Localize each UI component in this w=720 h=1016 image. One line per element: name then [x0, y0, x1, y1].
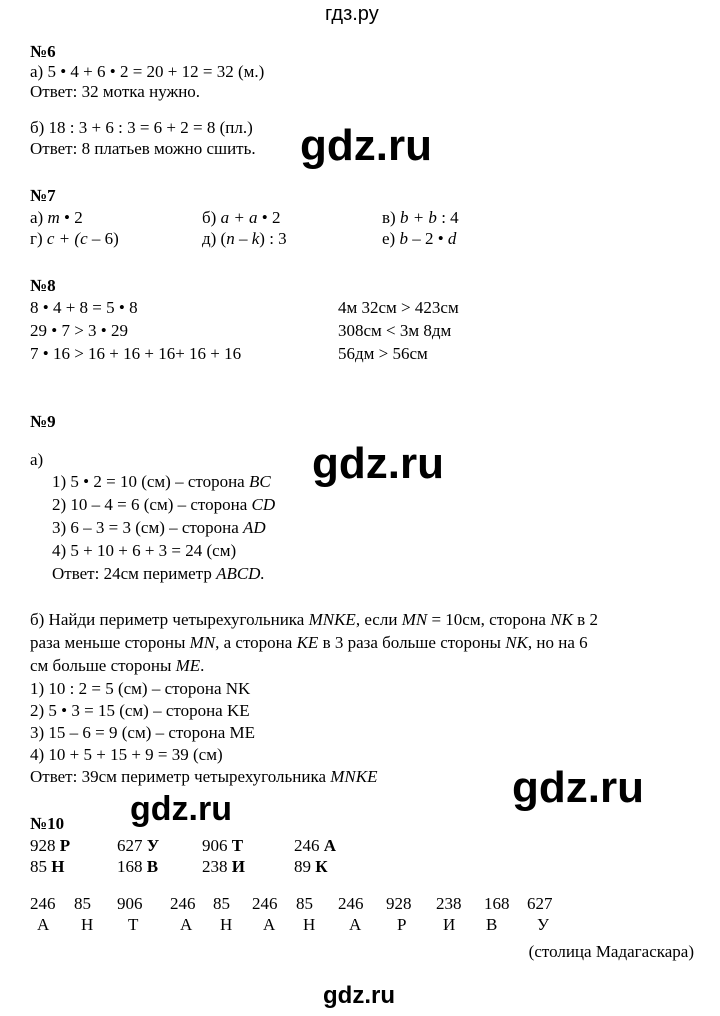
task-6-title: №6: [30, 42, 56, 61]
task-9a-step-4: 4) 5 + 10 + 6 + 3 = 24 (см): [52, 541, 237, 560]
task-8-right-2: 308см < 3м 8дм: [338, 321, 452, 340]
task-9b-statement-line-3: см больше стороны ME.: [30, 656, 205, 675]
decoded-letter: А: [263, 915, 276, 934]
task-7b: б) a + a • 2: [202, 208, 281, 227]
code-number: 85: [296, 894, 313, 913]
task-9b-answer: Ответ: 39см периметр четырехугольника MNKE: [30, 767, 378, 786]
task-8-left-3: 7 • 16 > 16 + 16 + 16+ 16 + 16: [30, 344, 242, 363]
site-header-watermark: гдз.ру: [325, 3, 379, 25]
letters-row: [0, 915, 720, 935]
decoded-letter: В: [486, 915, 498, 934]
task-8-right-1: 4м 32см > 423см: [338, 298, 459, 317]
task-9a-step-2: 2) 10 – 4 = 6 (см) – сторона CD: [52, 495, 276, 514]
gdz-watermark: gdz.ru: [130, 790, 232, 828]
key-entry: 238 И: [202, 857, 245, 876]
task-9a-answer: Ответ: 24см периметр ABCD.: [52, 564, 265, 583]
code-row: [0, 894, 720, 914]
task-10-note: (столица Мадагаскара): [528, 942, 694, 961]
key-entry: 928 Р: [30, 836, 71, 855]
decoded-letter: А: [37, 915, 50, 934]
code-number: 928: [386, 894, 412, 913]
code-number: 168: [484, 894, 510, 913]
key-entry: 627 У: [117, 836, 160, 855]
task-9b-statement-line-2: раза меньше стороны MN, а сторона KE в 3 раза больше стороны NK, но на 6: [30, 633, 588, 652]
task-8-title: №8: [30, 276, 56, 295]
decoded-letter: И: [443, 915, 456, 934]
task-7v: в) b + b : 4: [382, 208, 459, 227]
key-entry: 89 К: [294, 857, 328, 876]
task-7d: д) (n – k) : 3: [202, 229, 287, 248]
gdz-watermark: gdz.ru: [312, 439, 444, 488]
decoded-letter: Р: [397, 915, 407, 934]
code-number: 238: [436, 894, 462, 913]
code-number: 246: [338, 894, 364, 913]
code-number: 906: [117, 894, 143, 913]
code-number: 246: [30, 894, 56, 913]
task-7a: а) m • 2: [30, 208, 83, 227]
gdz-watermark: gdz.ru: [300, 121, 432, 170]
task-9b-statement-line-1: б) Найди периметр четырехугольника MNKE, если MN = 10см, сторона NK в 2: [30, 610, 598, 629]
task-9a-label: а): [30, 450, 44, 469]
task-9b-step-4: 4) 10 + 5 + 15 + 9 = 39 (см): [30, 745, 223, 764]
decoded-letter: У: [537, 915, 550, 934]
gdz-watermark: gdz.ru: [323, 982, 395, 1009]
code-number: 246: [170, 894, 196, 913]
task-6b-solution: б) 18 : 3 + 6 : 3 = 6 + 2 = 8 (пл.): [30, 118, 253, 137]
decoded-letter: Т: [128, 915, 139, 934]
task-6b-answer: Ответ: 8 платьев можно сшить.: [30, 139, 256, 158]
key-entry: 168 В: [117, 857, 159, 876]
code-number: 85: [213, 894, 230, 913]
decoded-letter: Н: [303, 915, 316, 934]
decoded-letter: А: [349, 915, 362, 934]
key-entry: 906 Т: [202, 836, 244, 855]
code-number: 627: [527, 894, 553, 913]
key-entry: 85 Н: [30, 857, 65, 876]
key-entry: 246 А: [294, 836, 337, 855]
decoded-letter: А: [180, 915, 193, 934]
task-9b-step-2: 2) 5 • 3 = 15 (см) – сторона KE: [30, 701, 250, 720]
decoded-letter: Н: [81, 915, 94, 934]
task-9a-step-3: 3) 6 – 3 = 3 (см) – сторона AD: [52, 518, 266, 537]
task-6a-solution: а) 5 • 4 + 6 • 2 = 20 + 12 = 32 (м.): [30, 62, 265, 81]
gdz-watermark: gdz.ru: [512, 763, 644, 812]
task-7g: г) c + (c – 6): [30, 229, 119, 248]
task-9a-step-1: 1) 5 • 2 = 10 (см) – сторона BC: [52, 472, 271, 491]
task-9b-step-3: 3) 15 – 6 = 9 (см) – сторона ME: [30, 723, 256, 742]
task-10-title: №10: [30, 814, 65, 833]
task-8-left-2: 29 • 7 > 3 • 29: [30, 321, 128, 340]
task-8-right-3: 56дм > 56см: [338, 344, 428, 363]
code-number: 246: [252, 894, 278, 913]
task-7e: е) b – 2 • d: [382, 229, 457, 248]
code-number: 85: [74, 894, 91, 913]
task-8-left-1: 8 • 4 + 8 = 5 • 8: [30, 298, 138, 317]
task-9b-step-1: 1) 10 : 2 = 5 (см) – сторона NK: [30, 679, 251, 698]
decoded-letter: Н: [220, 915, 233, 934]
task-6a-answer: Ответ: 32 мотка нужно.: [30, 82, 201, 101]
task-9-title: №9: [30, 412, 56, 431]
task-7-title: №7: [30, 186, 56, 205]
